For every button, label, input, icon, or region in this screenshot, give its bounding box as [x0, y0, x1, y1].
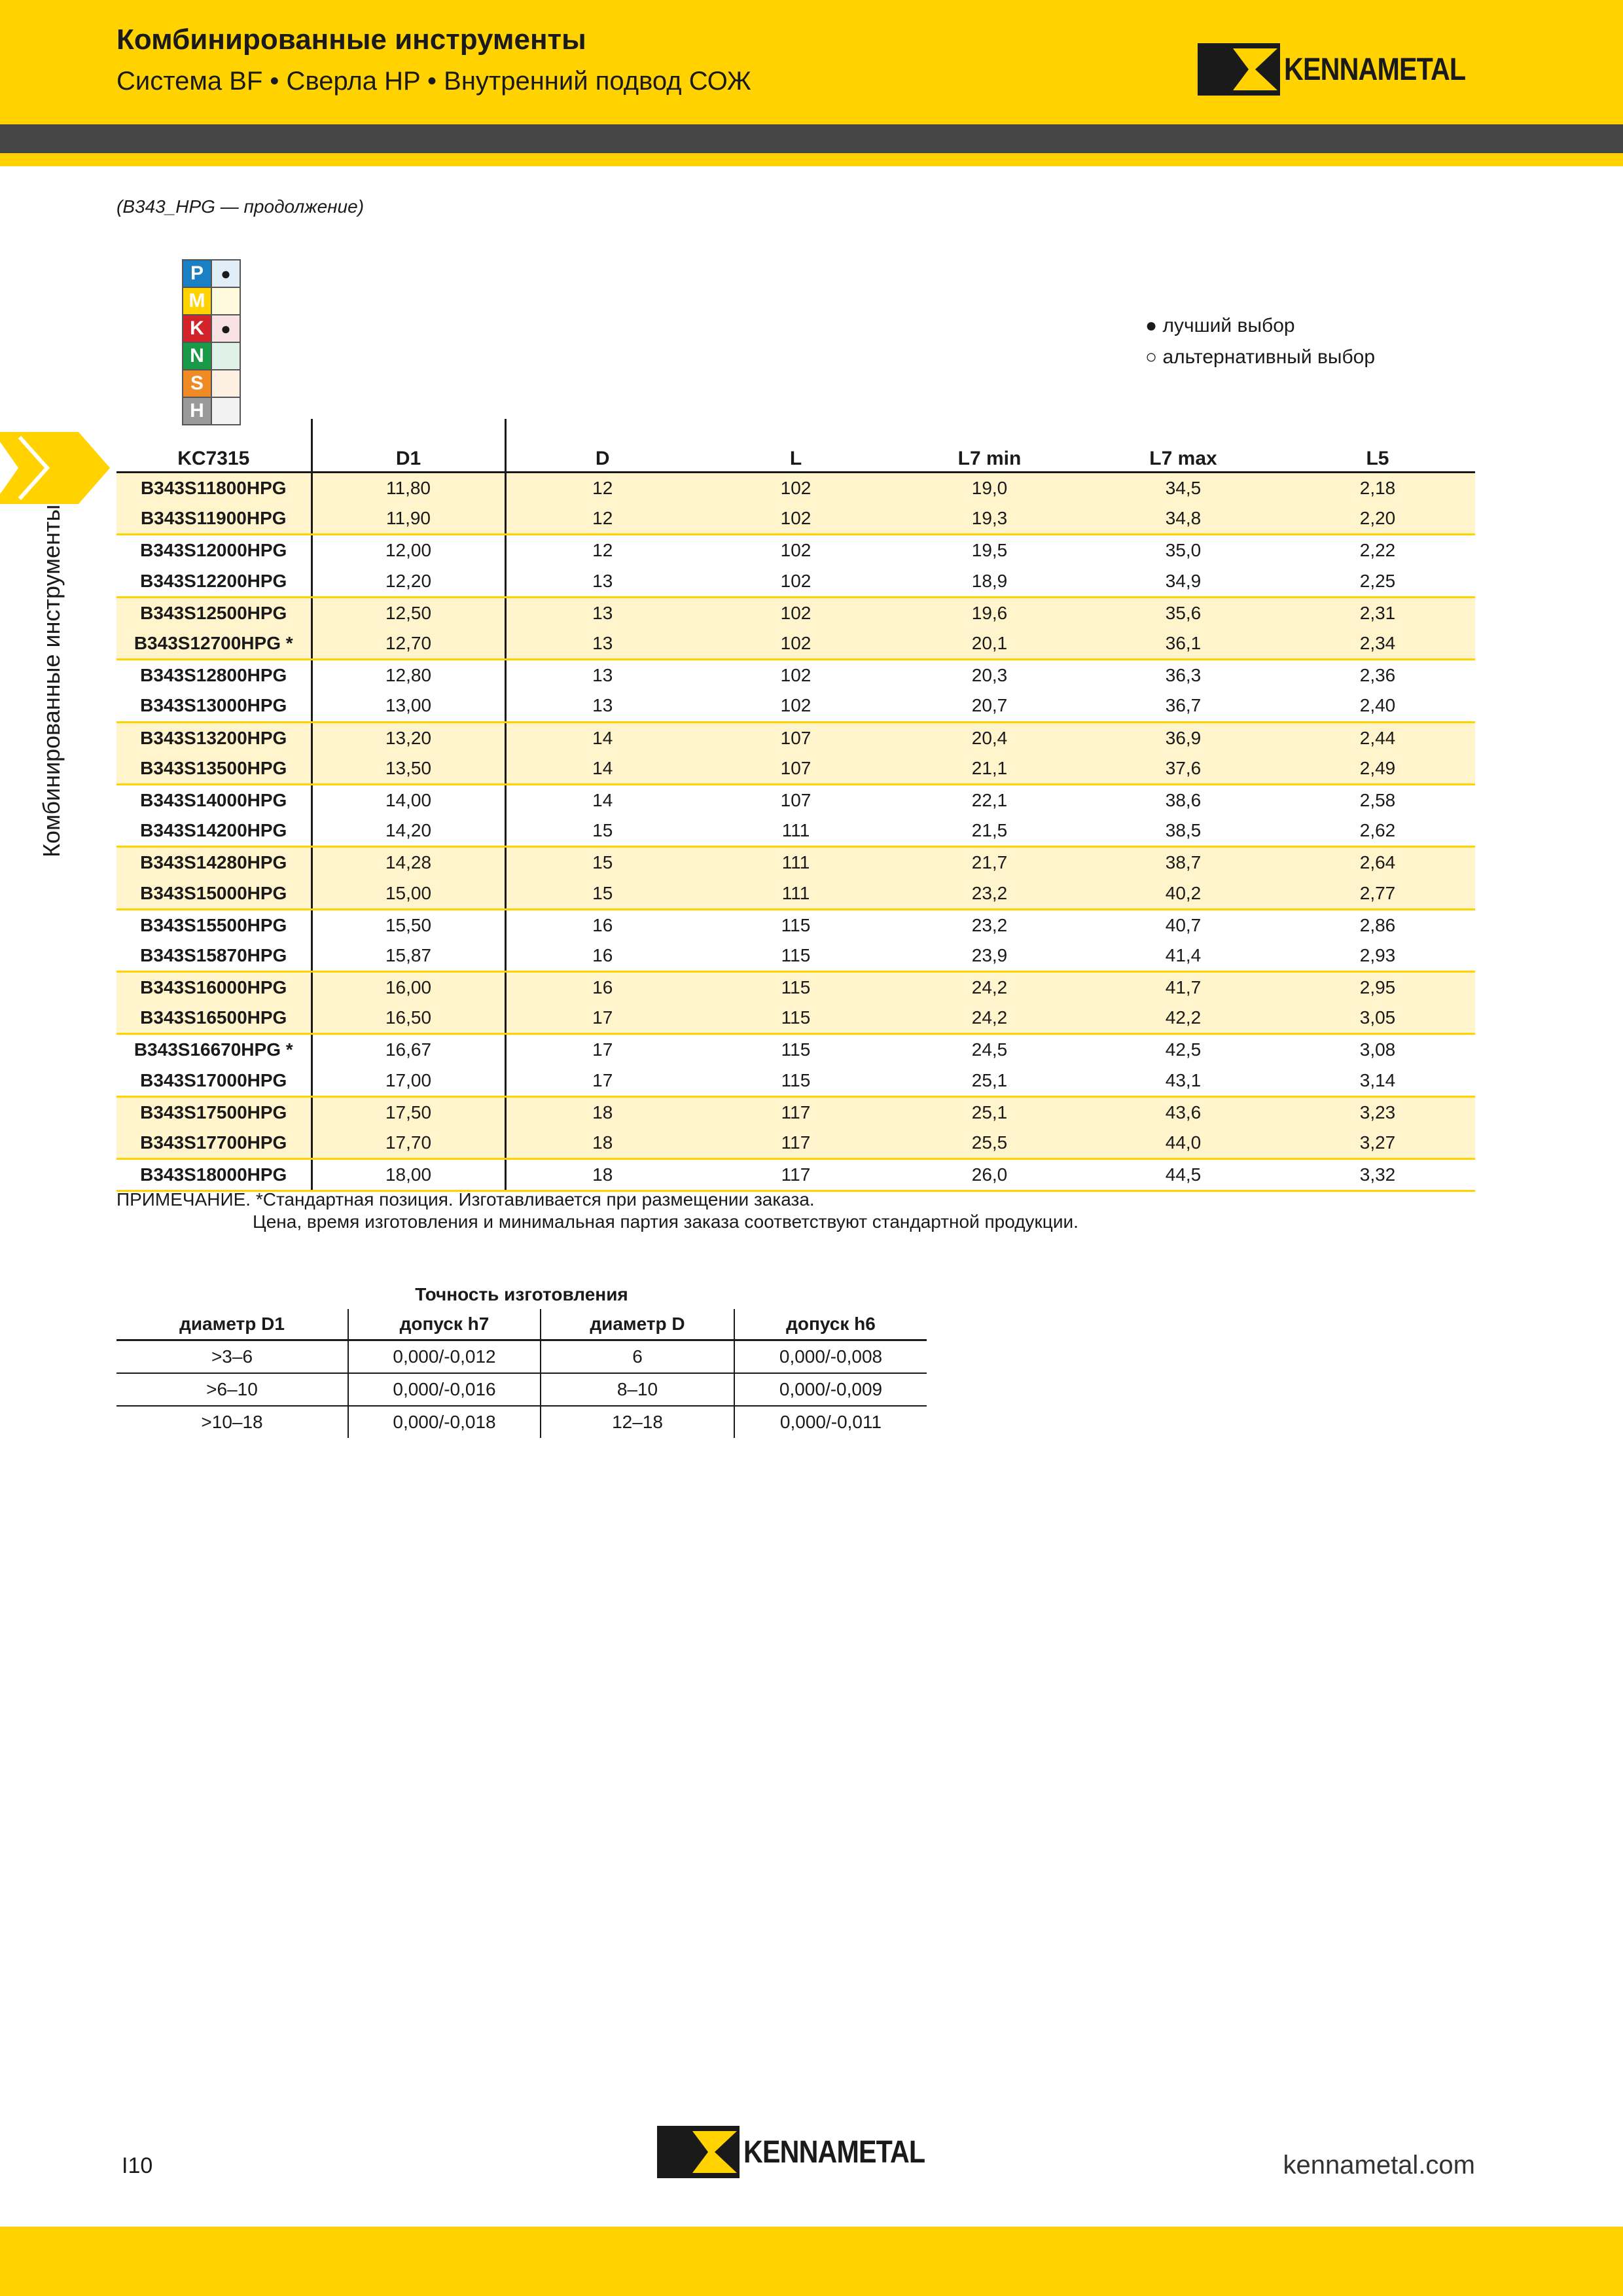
table-cell: 13	[505, 691, 699, 722]
table-cell: 15	[505, 816, 699, 847]
footer-yellow-band	[0, 2227, 1623, 2296]
table-cell: 22,1	[971, 789, 1008, 810]
table-row	[116, 1159, 1475, 1191]
table-cell: 14	[505, 722, 699, 753]
table-cell: 102	[699, 691, 893, 722]
tolerance-cell: 0,000/-0,009	[734, 1373, 927, 1406]
tol-header-h6: допуск h6	[734, 1309, 927, 1340]
table-cell: 18,00	[312, 1159, 505, 1191]
material-mark	[211, 287, 240, 315]
table-cell: 12,00	[312, 535, 505, 566]
footer-logo-text: KENNAMETAL	[743, 2134, 925, 2170]
table-cell: 43,1	[1086, 1066, 1280, 1097]
table-cell: 2,36	[1359, 665, 1396, 686]
table-cell: 2,86	[1359, 914, 1396, 935]
table-cell: 12,80	[312, 660, 505, 691]
table-cell: 24,2	[893, 1003, 1086, 1034]
table-cell: 15	[505, 878, 699, 909]
table-cell: 23,9	[893, 941, 1086, 972]
table-cell: 42,2	[1086, 1003, 1280, 1034]
material-row	[183, 370, 240, 397]
table-cell: 20,1	[893, 628, 1086, 660]
header-d: D	[505, 419, 699, 473]
product-table	[116, 419, 1475, 1192]
table-cell: 18	[505, 1159, 699, 1191]
part-number-cell: B343S14200HPG	[116, 816, 312, 847]
part-number-cell: B343S15000HPG	[116, 878, 312, 909]
header-l7-max: L7 max	[1086, 419, 1280, 473]
part-number-cell: B343S12200HPG	[116, 566, 312, 598]
table-cell: 3,23	[1280, 1096, 1475, 1128]
table-cell: 21,1	[893, 753, 1086, 785]
header-kc7315: KC7315	[116, 419, 312, 473]
part-number-cell: B343S18000HPG	[116, 1159, 312, 1191]
table-header-row	[116, 419, 1475, 473]
table-cell: 111	[699, 878, 893, 909]
header-l: L	[699, 419, 893, 473]
table-row	[116, 473, 1475, 504]
table-cell: 2,34	[1280, 628, 1475, 660]
table-cell: 23,2	[893, 878, 1086, 909]
table-cell: 13	[592, 665, 613, 686]
table-cell: 34,5	[1086, 473, 1280, 504]
header-l5: L5	[1280, 419, 1475, 473]
table-cell: 2,77	[1280, 878, 1475, 909]
table-cell: 2,18	[1280, 473, 1475, 504]
part-number-cell: B343S12000HPG	[116, 535, 312, 566]
table-cell: 2,49	[1280, 753, 1475, 785]
table-row	[116, 784, 1475, 816]
table-cell: 25,1	[893, 1066, 1086, 1097]
table-cell: 117	[699, 1159, 893, 1191]
table-cell: 115	[699, 1003, 893, 1034]
part-number-cell: B343S17000HPG	[116, 1066, 312, 1097]
table-cell: 15,50	[312, 909, 505, 941]
material-letter: S	[183, 370, 211, 397]
table-cell: 2,25	[1280, 566, 1475, 598]
table-cell: 115	[781, 1039, 811, 1060]
table-cell: 107	[699, 722, 893, 753]
table-row	[116, 1034, 1475, 1066]
tol-header-d: диаметр D	[541, 1309, 734, 1340]
tol-header-h7: допуск h7	[348, 1309, 541, 1340]
table-cell: 115	[699, 1066, 893, 1097]
table-cell: 102	[780, 540, 812, 561]
table-cell: 18,9	[893, 566, 1086, 598]
table-cell: 35,6	[1086, 597, 1280, 628]
table-cell: 12,70	[312, 628, 505, 660]
table-cell: 36,7	[1086, 691, 1280, 722]
table-cell: 12	[505, 473, 699, 504]
material-row	[183, 315, 240, 342]
table-cell: 117	[699, 1096, 893, 1128]
table-cell: 34,8	[1086, 503, 1280, 535]
table-cell: 3,27	[1280, 1128, 1475, 1159]
footer-kennametal-k-icon	[657, 2126, 740, 2178]
table-cell: 115	[781, 914, 811, 935]
tolerance-row	[116, 1373, 927, 1406]
table-cell: 13,50	[312, 753, 505, 785]
table-cell: 102	[699, 473, 893, 504]
table-cell: 24,5	[971, 1039, 1008, 1060]
table-cell: 44,0	[1086, 1128, 1280, 1159]
table-cell: 17	[505, 1003, 699, 1034]
footnote	[116, 1189, 1079, 1233]
table-cell: 19,0	[893, 473, 1086, 504]
table-cell: 36,1	[1086, 628, 1280, 660]
table-cell: 102	[699, 503, 893, 535]
tolerance-table	[116, 1309, 927, 1438]
table-cell: 2,22	[1359, 540, 1396, 561]
table-cell: 102	[780, 665, 812, 686]
table-cell: 16,00	[312, 972, 505, 1003]
table-row	[116, 972, 1475, 1003]
table-cell: 19,5	[971, 540, 1008, 561]
material-letter: M	[183, 287, 211, 315]
part-number-cell: B343S16670HPG *	[116, 1034, 312, 1066]
table-cell: 41,4	[1086, 941, 1280, 972]
material-row	[183, 260, 240, 287]
table-cell: 44,5	[1086, 1159, 1280, 1191]
tolerance-row	[116, 1340, 927, 1374]
kennametal-k-icon	[1198, 43, 1280, 96]
table-cell: 25,1	[893, 1096, 1086, 1128]
table-cell: 14,20	[312, 816, 505, 847]
table-cell: 2,20	[1280, 503, 1475, 535]
tolerance-cell: 0,000/-0,016	[348, 1373, 541, 1406]
website-link[interactable]: kennametal.com	[1283, 2151, 1475, 2179]
tolerance-cell: 12–18	[541, 1406, 734, 1438]
table-cell: 115	[699, 972, 893, 1003]
table-cell: 18	[505, 1128, 699, 1159]
table-cell: 20,4	[893, 722, 1086, 753]
table-cell: 38,5	[1086, 816, 1280, 847]
material-row	[183, 342, 240, 370]
tolerance-cell: 0,000/-0,018	[348, 1406, 541, 1438]
table-cell: 12	[592, 540, 613, 561]
table-cell: 17,70	[312, 1128, 505, 1159]
tolerance-cell: >3–6	[116, 1340, 348, 1374]
footnote-line-1: ПРИМЕЧАНИЕ. *Стандартная позиция. Изготавливается при размещении заказа.	[116, 1189, 815, 1210]
table-row	[116, 941, 1475, 972]
material-grid	[182, 259, 241, 425]
tolerance-cell: >6–10	[116, 1373, 348, 1406]
table-cell: 26,0	[893, 1159, 1086, 1191]
table-cell: 14	[505, 753, 699, 785]
part-number-cell: B343S13000HPG	[116, 691, 312, 722]
table-cell: 35,0	[1165, 540, 1202, 561]
part-number-cell: B343S12500HPG	[116, 597, 312, 628]
table-cell: 19,6	[893, 597, 1086, 628]
table-row	[116, 878, 1475, 909]
table-cell: 16,67	[312, 1034, 505, 1066]
table-cell: 11,90	[312, 503, 505, 535]
table-cell: 3,05	[1280, 1003, 1475, 1034]
tolerance-row	[116, 1406, 927, 1438]
table-row	[116, 909, 1475, 941]
table-cell: 17,50	[312, 1096, 505, 1128]
table-cell: 38,7	[1086, 847, 1280, 878]
part-number-cell: B343S14280HPG	[116, 847, 312, 878]
table-cell: 25,5	[893, 1128, 1086, 1159]
material-letter: H	[183, 397, 211, 425]
material-mark: ●	[211, 315, 240, 342]
table-cell: 15	[505, 847, 699, 878]
table-cell: 111	[699, 816, 893, 847]
continuation-label: (B343_HPG — продолжение)	[116, 196, 365, 217]
table-cell: 36,9	[1086, 722, 1280, 753]
side-chevron-icon	[0, 432, 111, 504]
tolerance-header-row	[116, 1309, 927, 1340]
table-row	[116, 1066, 1475, 1097]
table-cell: 21,5	[893, 816, 1086, 847]
table-cell: 102	[699, 628, 893, 660]
part-number-cell: B343S16000HPG	[116, 972, 312, 1003]
table-cell: 17	[592, 1039, 613, 1060]
legend-best: ● лучший выбор	[1145, 315, 1295, 336]
table-cell: 115	[699, 941, 893, 972]
table-row	[116, 503, 1475, 535]
header-yellow-stripe	[0, 153, 1623, 166]
table-cell: 15,87	[312, 941, 505, 972]
table-cell: 40,7	[1165, 914, 1202, 935]
table-row	[116, 691, 1475, 722]
table-row	[116, 535, 1475, 566]
tolerance-cell: 0,000/-0,012	[348, 1340, 541, 1374]
table-cell: 20,3	[971, 665, 1008, 686]
table-cell: 13,00	[312, 691, 505, 722]
table-cell: 102	[699, 597, 893, 628]
footer-kennametal-logo	[657, 2126, 954, 2178]
table-cell: 2,64	[1280, 847, 1475, 878]
material-letter: P	[183, 260, 211, 287]
table-cell: 41,7	[1086, 972, 1280, 1003]
part-number-cell: B343S11900HPG	[116, 503, 312, 535]
table-cell: 107	[699, 753, 893, 785]
material-mark	[211, 370, 240, 397]
part-number-cell: B343S12700HPG *	[116, 628, 312, 660]
table-cell: 11,80	[312, 473, 505, 504]
part-number-cell: B343S14000HPG	[116, 784, 312, 816]
table-cell: 2,62	[1280, 816, 1475, 847]
table-row	[116, 753, 1475, 785]
table-cell: 13	[505, 628, 699, 660]
table-cell: 19,3	[893, 503, 1086, 535]
table-row	[116, 816, 1475, 847]
header-l7-min: L7 min	[893, 419, 1086, 473]
table-cell: 13	[505, 566, 699, 598]
table-cell: 17	[505, 1066, 699, 1097]
table-cell: 40,2	[1086, 878, 1280, 909]
table-cell: 2,95	[1280, 972, 1475, 1003]
table-cell: 3,08	[1359, 1039, 1396, 1060]
part-number-cell: B343S16500HPG	[116, 1003, 312, 1034]
part-number-cell: B343S12800HPG	[116, 660, 312, 691]
table-cell: 15,00	[312, 878, 505, 909]
logo-text: KENNAMETAL	[1284, 52, 1466, 87]
table-cell: 20,7	[893, 691, 1086, 722]
table-cell: 38,6	[1165, 789, 1202, 810]
part-number-cell: B343S11800HPG	[116, 473, 312, 504]
table-cell: 36,3	[1165, 665, 1202, 686]
legend-alternative: ○ альтернативный выбор	[1145, 346, 1376, 368]
table-cell: 2,58	[1359, 789, 1396, 810]
table-cell: 21,7	[893, 847, 1086, 878]
table-cell: 111	[699, 847, 893, 878]
table-row	[116, 1003, 1475, 1034]
table-cell: 18	[505, 1096, 699, 1128]
table-cell: 13,20	[312, 722, 505, 753]
header-d1: D1	[312, 419, 505, 473]
table-cell: 13	[505, 597, 699, 628]
tolerance-cell: 0,000/-0,008	[734, 1340, 927, 1374]
header-bar	[0, 0, 1623, 124]
footnote-line-2: Цена, время изготовления и минимальная партия заказа соответствуют стандартной продукции.	[253, 1211, 1079, 1232]
material-row	[183, 287, 240, 315]
table-cell: 43,6	[1086, 1096, 1280, 1128]
table-cell: 12,20	[312, 566, 505, 598]
table-cell: 24,2	[893, 972, 1086, 1003]
table-cell: 12,50	[312, 597, 505, 628]
table-cell: 2,93	[1280, 941, 1475, 972]
table-cell: 42,5	[1165, 1039, 1202, 1060]
tolerance-cell: 6	[541, 1340, 734, 1374]
tolerance-cell: 0,000/-0,011	[779, 1412, 882, 1432]
part-number-cell: B343S15500HPG	[116, 909, 312, 941]
page-number: I10	[122, 2153, 153, 2178]
part-number-cell: B343S13500HPG	[116, 753, 312, 785]
table-cell: 14	[592, 789, 613, 810]
table-cell: 2,31	[1280, 597, 1475, 628]
table-cell: 16	[505, 972, 699, 1003]
material-letter: K	[183, 315, 211, 342]
tolerance-cell: >10–18	[116, 1406, 348, 1438]
table-row	[116, 847, 1475, 878]
table-row	[116, 722, 1475, 753]
table-row	[116, 1096, 1475, 1128]
table-cell: 3,14	[1280, 1066, 1475, 1097]
material-mark: ●	[211, 260, 240, 287]
table-cell: 14,28	[312, 847, 505, 878]
table-cell: 16,50	[312, 1003, 505, 1034]
part-number-cell: B343S17700HPG	[116, 1128, 312, 1159]
table-row	[116, 628, 1475, 660]
part-number-cell: B343S15870HPG	[116, 941, 312, 972]
page-title: Комбинированные инструменты	[116, 24, 586, 56]
table-cell: 16	[505, 941, 699, 972]
table-cell: 3,32	[1280, 1159, 1475, 1191]
material-mark	[211, 342, 240, 370]
tol-header-d1: диаметр D1	[116, 1309, 348, 1340]
table-cell: 2,44	[1280, 722, 1475, 753]
table-cell: 17,00	[312, 1066, 505, 1097]
header-dark-band	[0, 124, 1623, 153]
kennametal-logo	[1198, 43, 1495, 96]
table-cell: 107	[780, 789, 812, 810]
table-row	[116, 1128, 1475, 1159]
table-cell: 102	[699, 566, 893, 598]
page-subtitle: Система BF • Сверла HP • Внутренний подвод СОЖ	[116, 67, 751, 96]
table-cell: 117	[699, 1128, 893, 1159]
table-cell: 37,6	[1086, 753, 1280, 785]
material-letter: N	[183, 342, 211, 370]
part-number-cell: B343S17500HPG	[116, 1096, 312, 1128]
legend	[1145, 310, 1375, 373]
table-cell: 23,2	[971, 914, 1008, 935]
table-cell: 12	[505, 503, 699, 535]
table-cell: 2,40	[1280, 691, 1475, 722]
table-row	[116, 660, 1475, 691]
table-cell: 14,00	[312, 784, 505, 816]
part-number-cell: B343S13200HPG	[116, 722, 312, 753]
table-row	[116, 566, 1475, 598]
table-cell: 16	[592, 914, 613, 935]
table-row	[116, 597, 1475, 628]
tolerance-cell: 8–10	[541, 1373, 734, 1406]
side-tab-label: Комбинированные инструменты	[38, 504, 65, 857]
table-cell: 34,9	[1086, 566, 1280, 598]
tolerance-title: Точность изготовления	[415, 1284, 628, 1304]
